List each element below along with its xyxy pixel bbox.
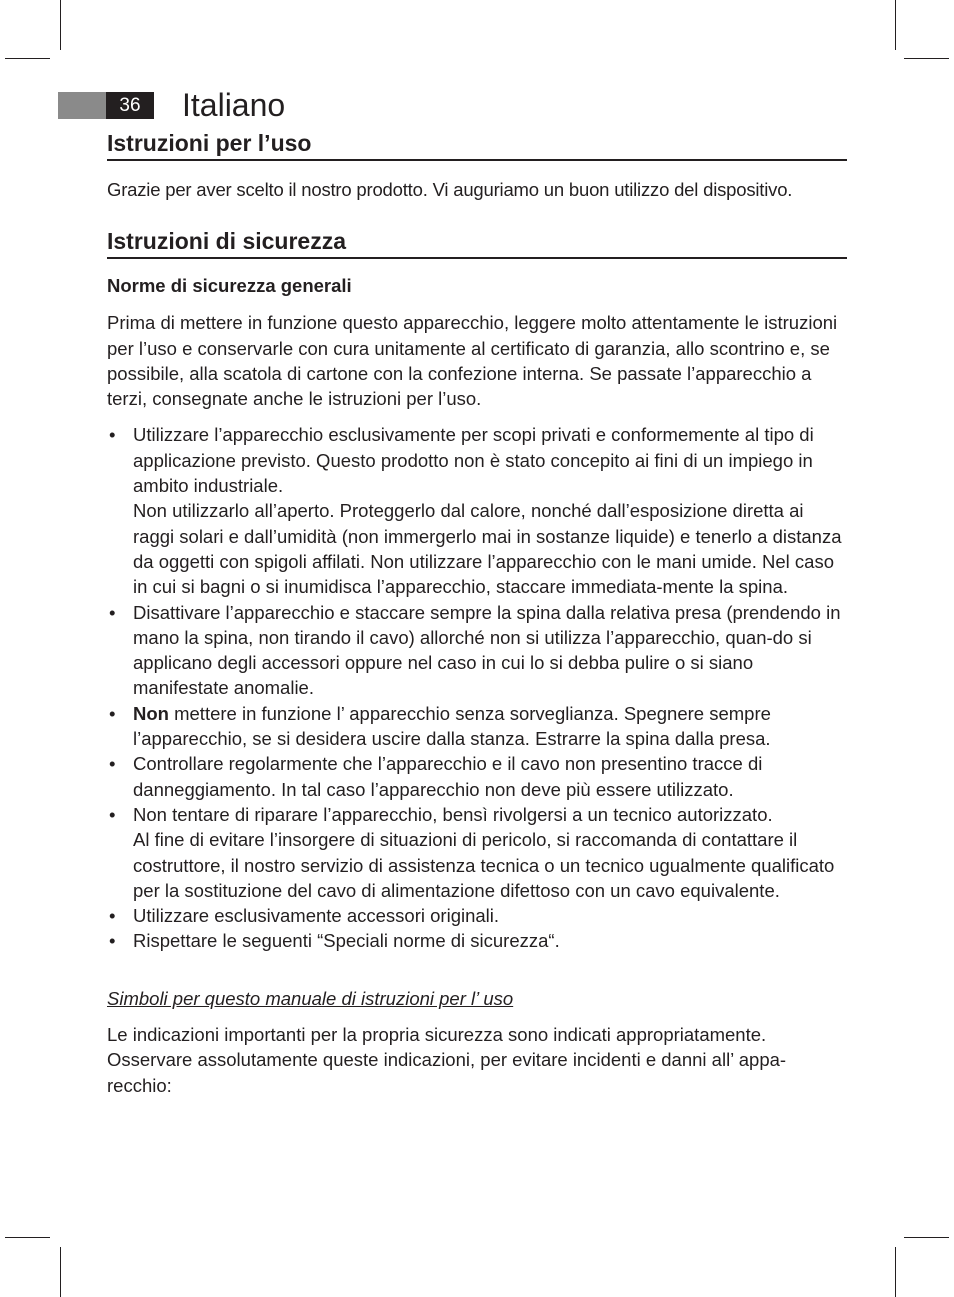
list-item xyxy=(107,701,847,752)
list-item-extra: Al fine di evitare l’insorgere di situazioni di pericolo, si raccomanda di contattare il costruttore, il nostro servizio di assistenza tecnica o un tecnico ugualmente qualificato per la sostituzione del cavo di alimentazione difettoso con un cavo equivalente. xyxy=(133,829,835,901)
list-item-text: Utilizzare l’apparecchio esclusivamente per scopi privati e conformemente al tipo di applicazione previsto. Questo prodotto non è stato concepito ai fini di un impiego in ambito industriale. xyxy=(133,424,814,497)
list-item xyxy=(107,802,847,903)
general-safety-subheading: Norme di sicurezza generali xyxy=(107,275,352,297)
crop-mark xyxy=(904,1237,949,1238)
language-title: Italiano xyxy=(182,87,286,123)
list-item-emphasis: Non xyxy=(133,702,169,724)
document-body xyxy=(107,128,847,1098)
safety-intro: Prima di mettere in funzione questo apparecchio, leggere molto attentamente le istruzioni per l’uso e conservarle con cura unitamente al certificato di garanzia, allo scontrino e, se possibile, alla scatola di cartone con la confezione interna. Se passate l’apparecchio a terzi, consegnate anche le istruzioni per l’uso. xyxy=(107,312,838,410)
crop-mark xyxy=(60,1247,61,1297)
crop-mark xyxy=(895,1247,896,1297)
list-item xyxy=(107,422,847,599)
list-item-text: mettere in funzione l’ apparecchio senza sorveglianza. Spegnere sempre l’apparecchio, se si desidera uscire dalla stanza. Estrarre la spina dalla presa. xyxy=(133,702,771,750)
list-item xyxy=(107,928,847,953)
symbols-text-line: Osservare assolutamente queste indicazioni, per evitare incidenti e danni all’ appa-recchio: xyxy=(107,1049,787,1096)
usage-text: Grazie per aver scelto il nostro prodotto. Vi auguriamo un buon utilizzo del dispositivo. xyxy=(107,179,793,200)
bullet-icon: • xyxy=(109,601,116,623)
list-item xyxy=(107,903,847,928)
list-item-extra: Non utilizzarlo all’aperto. Proteggerlo dal calore, nonché dall’esposizione diretta ai raggi solari e dall’umidità (non immergerlo mai in sostanze liquide) e tenerlo a distanza da oggetti con spigoli affilati. Non utilizzare l’apparecchio con le mani umide. Nel caso in cui si bagni o si inumidisca l’apparecchio, staccare immediata-mente la spina. xyxy=(133,500,842,598)
bullet-icon: • xyxy=(109,930,116,952)
list-item xyxy=(107,751,847,802)
symbols-title: Simboli per questo manuale di istruzioni per l’ uso xyxy=(107,987,514,1009)
bullet-icon: • xyxy=(109,803,116,825)
bullet-icon: • xyxy=(109,702,116,724)
symbols-text xyxy=(107,1022,847,1098)
crop-mark xyxy=(904,58,949,59)
symbols-text-line: Le indicazioni importanti per la propria sicurezza sono indicati appropriatamente. xyxy=(107,1024,767,1046)
crop-mark xyxy=(60,0,61,50)
safety-list xyxy=(107,422,847,953)
crop-mark xyxy=(5,58,50,59)
crop-mark xyxy=(895,0,896,50)
bullet-icon: • xyxy=(109,905,116,927)
usage-heading: Istruzioni per l’uso xyxy=(107,128,847,161)
list-item-text: Disattivare l’apparecchio e staccare sempre la spina dalla relativa presa (prendendo in mano la spina, non tirando il cavo) allorché non si utilizza l’apparecchio, quan-do si applicano degli accessori oppure nel caso in cui lo si debba pulire o si siano manifestate anomalie. xyxy=(133,601,841,699)
bullet-icon: • xyxy=(109,753,116,775)
safety-heading: Istruzioni di sicurezza xyxy=(107,226,847,259)
list-item-text: Non tentare di riparare l’apparecchio, bensì rivolgersi a un tecnico autorizzato. xyxy=(133,803,773,825)
list-item-text: Rispettare le seguenti “Speciali norme di sicurezza“. xyxy=(133,930,560,952)
list-item-text: Controllare regolarmente che l’apparecchio e il cavo non presentino tracce di danneggiamento. In tal caso l’apparecchio non deve più essere utilizzato. xyxy=(133,753,763,800)
list-item xyxy=(107,600,847,701)
page-number: 36 xyxy=(106,92,154,119)
list-item-text: Utilizzare esclusivamente accessori originali. xyxy=(133,905,500,927)
crop-mark xyxy=(5,1237,50,1238)
bullet-icon: • xyxy=(109,424,116,446)
